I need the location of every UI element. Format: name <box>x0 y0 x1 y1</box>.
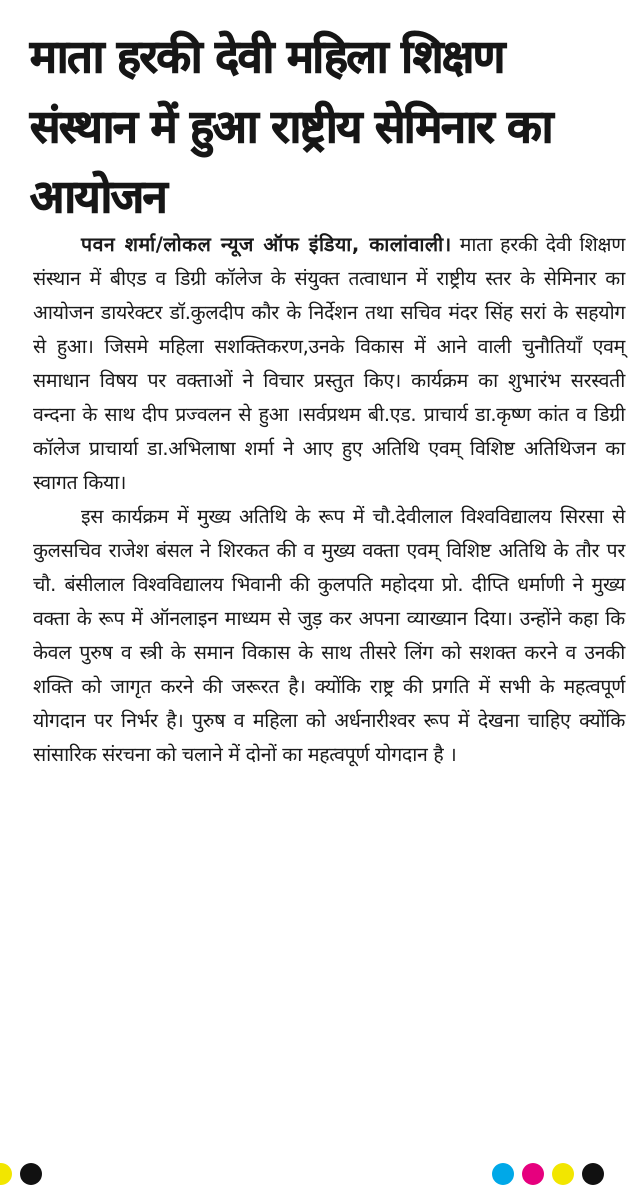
paragraph-1-text: माता हरकी देवी शिक्षण संस्थान में बीएड व डिग्री कॉलेज के संयुक्त तत्वाधान में राष्ट्रीय स्तर के सेमिनार का आयोजन डायरेक्टर डॉ.कुलदीप कौर के निर्देशन तथा सचिव मंदर सिंह सरां के सहयोग से हुआ। जिसमे महिला सशक्तिकरण,उनके विकास में आने वाली चुनौतियाँ एवम् समाधान विषय पर वक्ताओं ने विचार प्रस्तुत किए। कार्यक्रम का शुभारंभ सरस्वती वन्दना के साथ दीप प्रज्वलन से हुआ ।सर्वप्रथम बी.एड. प्राचार्य डा.कृष्ण कांत व डिग्री कॉलेज प्राचार्या डा.अभिलाषा शर्मा ने आए हुए अतिथि एवम् विशिष्ट अतिथिजन का स्वागत किया। <box>33 233 625 494</box>
registration-dot-cyan <box>492 1163 514 1185</box>
registration-dot-black <box>20 1163 42 1185</box>
article-body <box>33 228 625 772</box>
headline: माता हरकी देवी महिला शिक्षण संस्थान में हुआ राष्ट्रीय सेमिनार का आयोजन <box>30 30 552 223</box>
paragraph-2: इस कार्यक्रम में मुख्य अतिथि के रूप में चौ.देवीलाल विश्वविद्यालय सिरसा से कुलसचिव राजेश बंसल ने शिरकत की व मुख्य वक्ता एवम् विशिष्ट अतिथि के तौर पर चौ. बंसीलाल विश्वविद्यालय भिवानी की कुलपति महोदया प्रो. दीप्ति धर्माणी ने मुख्य वक्ता के रूप में ऑनलाइन माध्यम से जुड़ कर अपना व्याख्यान दिया। उन्होंने कहा कि केवल पुरुष व स्त्री के समान विकास के साथ तीसरे लिंग को सशक्त करने व उनकी शक्ति को जागृत करने की जरूरत है। क्योंकि राष्ट्र की प्रगति में सभी के महत्वपूर्ण योगदान पर निर्भर है। पुरुष व महिला को अर्धनारीश्वर रूप में देखना चाहिए क्योंकि सांसारिक संरचना को चलाने में दोनों का महत्वपूर्ण योगदान है । <box>33 505 625 766</box>
paragraph-1 <box>33 228 625 500</box>
registration-marks-left <box>0 1163 50 1187</box>
byline: पवन शर्मा/लोकल न्यूज ऑफ इंडिया, कालांवाली। <box>81 233 452 256</box>
registration-marks-right <box>492 1163 612 1187</box>
registration-dot-yellow <box>552 1163 574 1185</box>
registration-dot-yellow <box>0 1163 12 1185</box>
registration-dot-magenta <box>522 1163 544 1185</box>
registration-dot-black <box>582 1163 604 1185</box>
